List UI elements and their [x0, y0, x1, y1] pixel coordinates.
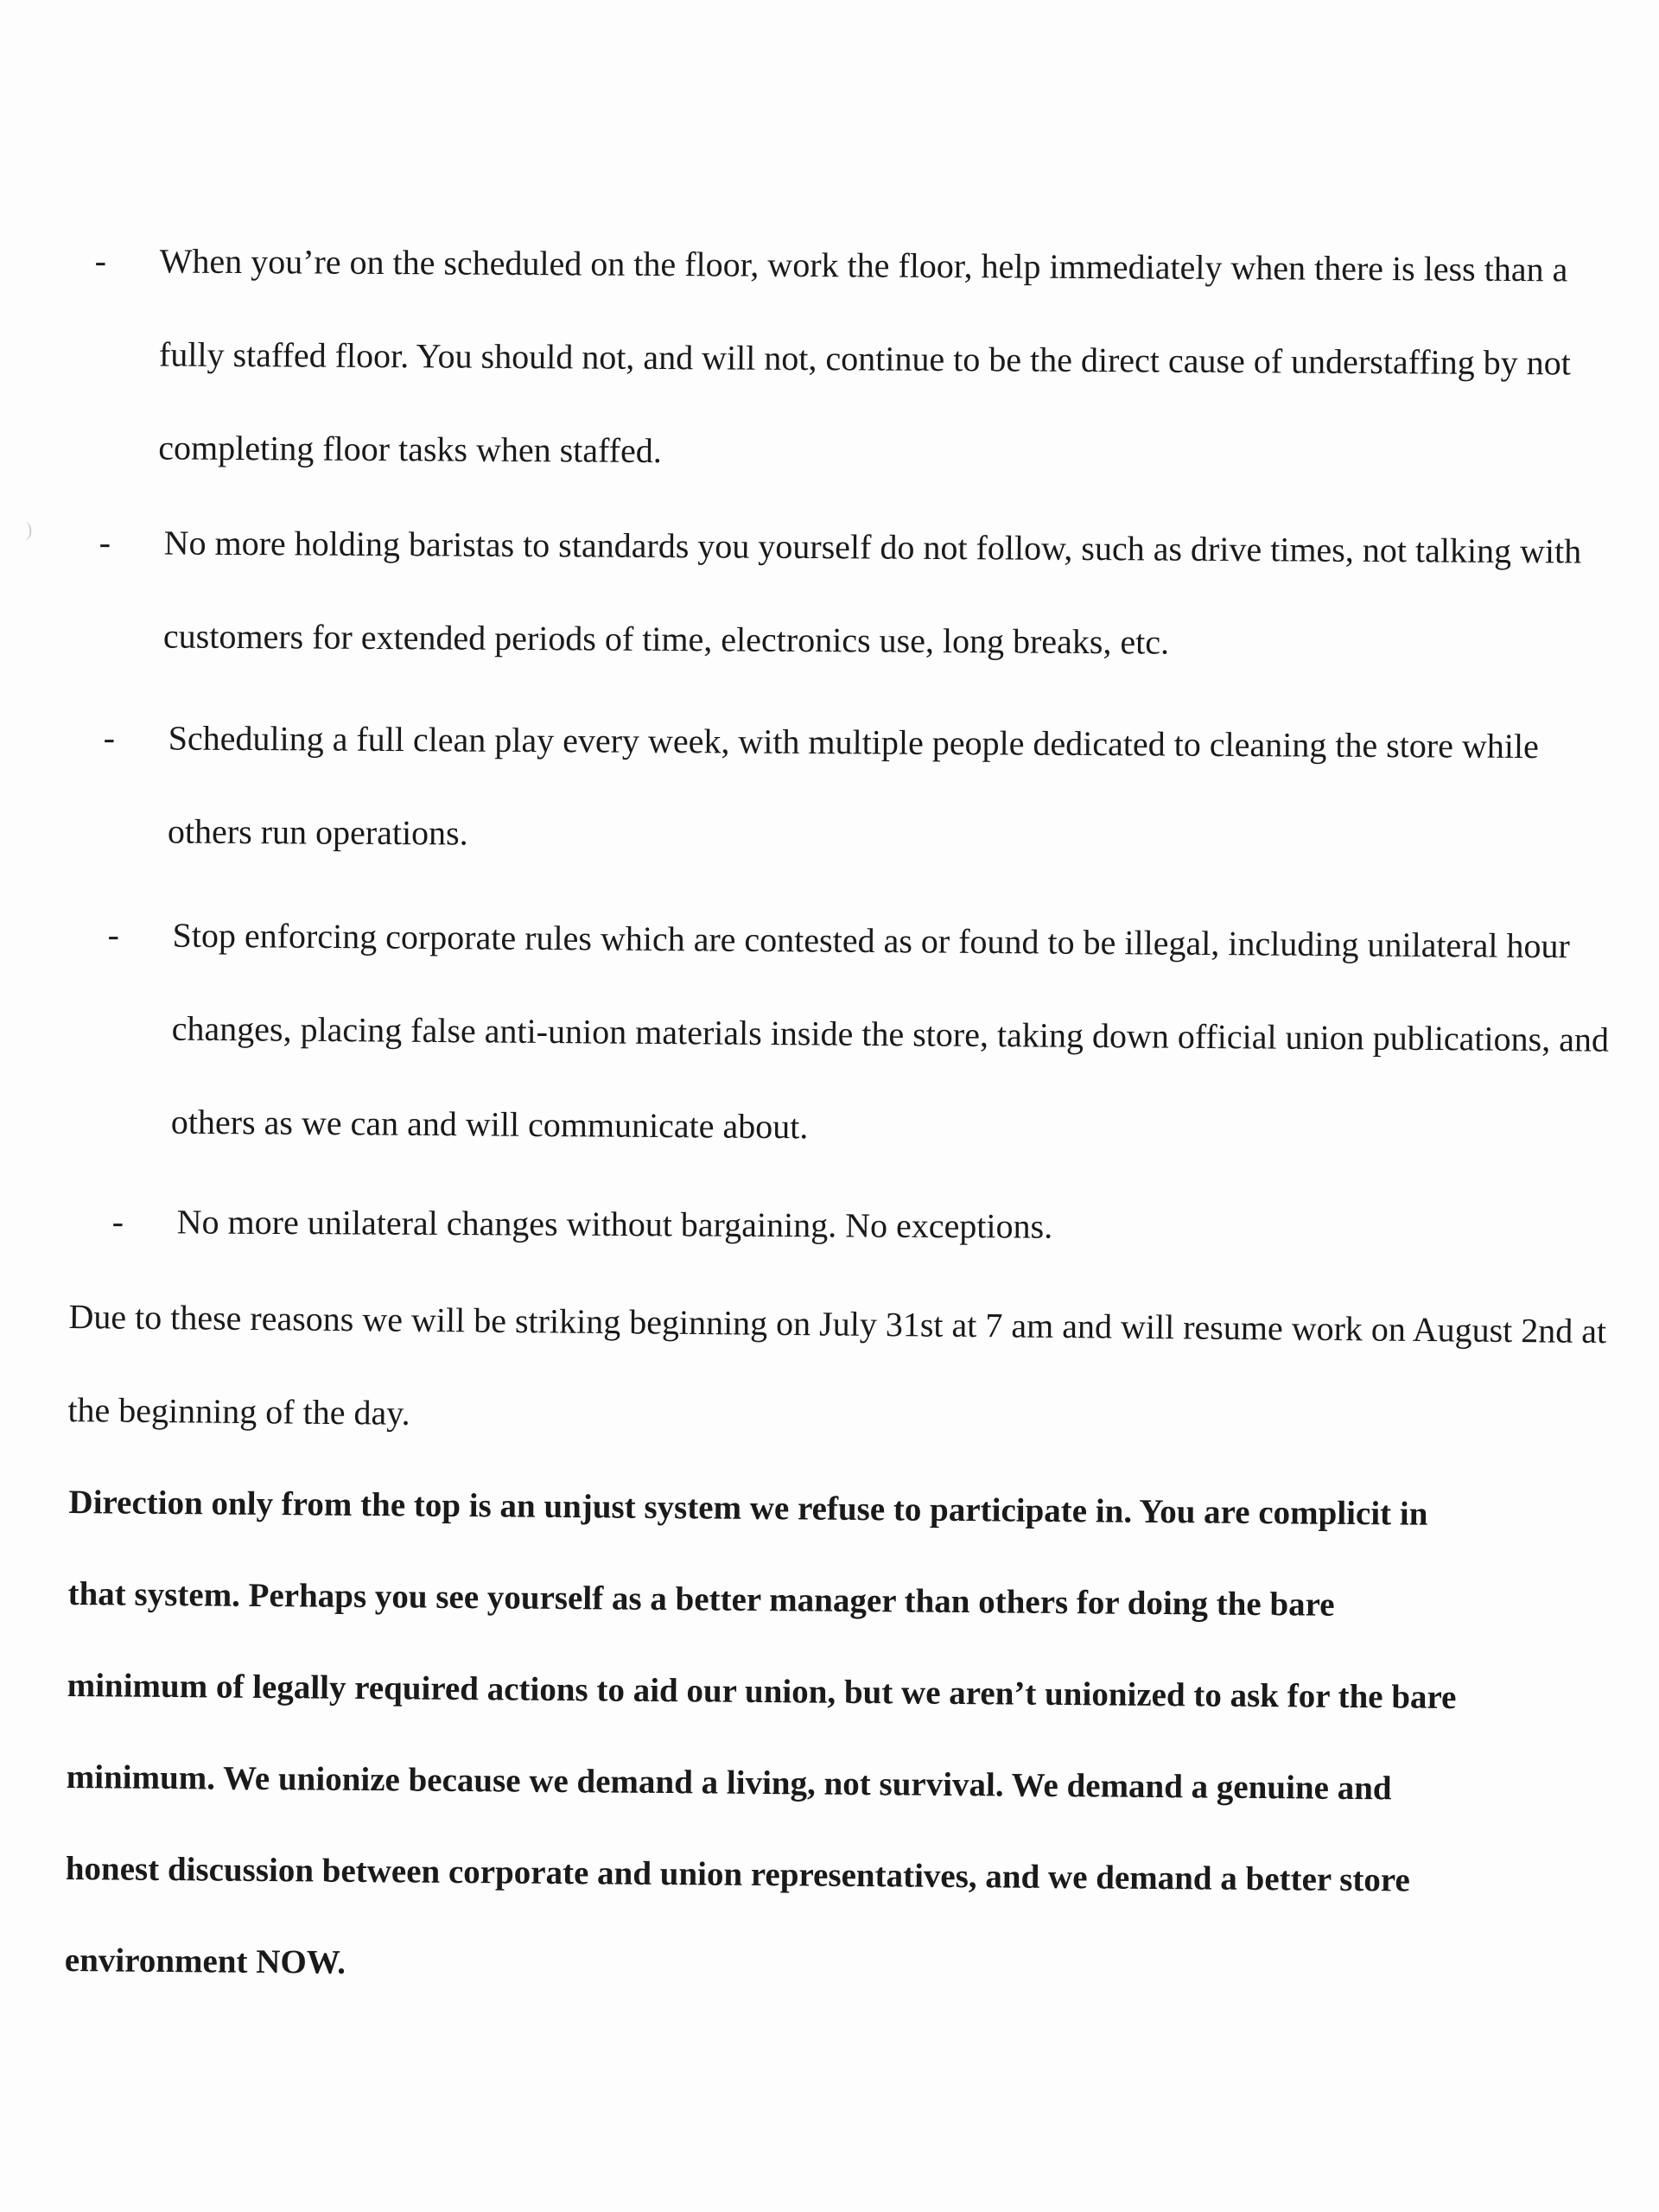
demand-bullet: [111, 1175, 1616, 1276]
demand-bullet: [103, 691, 1616, 887]
bullet-dash: -: [103, 717, 116, 758]
demand-bullet: [105, 888, 1611, 1180]
bullet-dash: -: [99, 522, 111, 563]
strike-notice-paragraph: Due to these reasons we will be striking beginning on July 31st at 7 am and will resume work on August 2nd at the beginning of the day.: [67, 1296, 1607, 1433]
bullet-text: Scheduling a full clean play every week, with multiple people dedicated to cleaning the store while others run operations.: [167, 718, 1539, 853]
bullet-dash: -: [94, 240, 107, 281]
bullet-text: No more holding baristas to standards you yourself do not follow, such as drive times, not talking with customers for extended periods of time, electronics use, long breaks, etc.: [162, 523, 1582, 662]
closing-statement-paragraph: Direction only from the top is an unjust system we refuse to participate in. You are complicit in that system. Perhaps you see yourself as a better manager than others for doing the bare minimum of legally required actions to aid our union, but we aren’t unionized to ask for the bare minimum. We unionize because we demand a living, not survival. We demand a genuine and honest discussion between corporate and union representatives, and we demand a better store environment NOW.: [64, 1483, 1457, 1981]
bullet-dash: -: [107, 914, 120, 955]
demand-bullet: [99, 496, 1646, 692]
scan-margin-mark: ): [26, 518, 33, 540]
demand-bullet: [93, 214, 1642, 504]
bullet-dash: -: [111, 1201, 124, 1242]
bullet-text: Stop enforcing corporate rules which are contested as or found to be illegal, including unilateral hour changes, placing false anti-union materials inside the store, taking down official union publications, and others as we can and will communicate about.: [170, 915, 1610, 1147]
bullet-text: When you’re on the scheduled on the floor, work the floor, help immediately when there is less than a fully staffed floor. You should not, and will not, continue to be the direct cause of understaffing by not completing floor tasks when staffed.: [158, 241, 1571, 471]
bullet-text: No more unilateral changes without bargaining. No exceptions.: [176, 1202, 1053, 1246]
